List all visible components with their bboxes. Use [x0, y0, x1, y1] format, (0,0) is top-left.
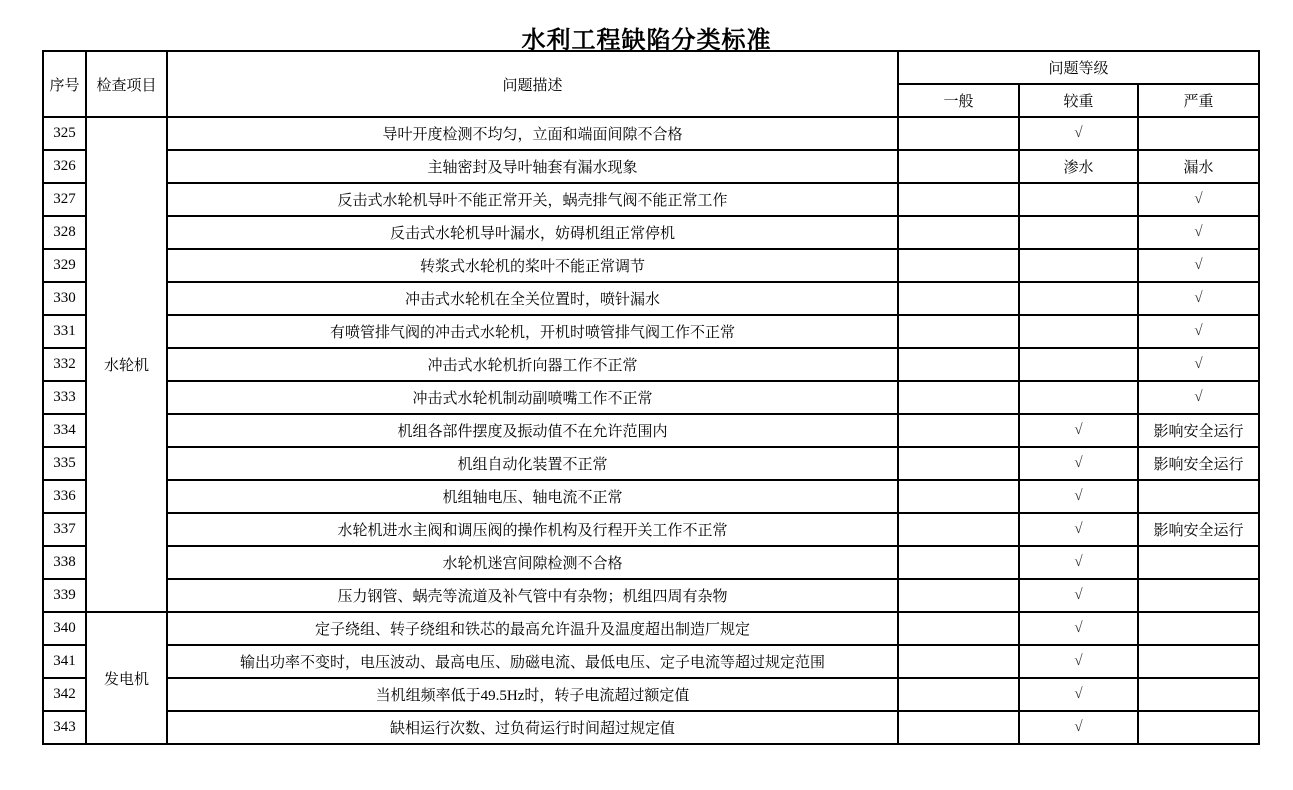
row-number: 334: [43, 414, 86, 447]
row-number: 326: [43, 150, 86, 183]
header-col-item: 检查项目: [86, 51, 167, 117]
row-number: 331: [43, 315, 86, 348]
grade-general-cell: [898, 645, 1019, 678]
grade-general-cell: [898, 546, 1019, 579]
table-row: [43, 282, 1259, 315]
grade-severe-cell: √: [1138, 348, 1259, 381]
grade-moderate-cell: √: [1019, 117, 1138, 150]
table-row: [43, 678, 1259, 711]
grade-severe-cell: [1138, 546, 1259, 579]
row-number: 329: [43, 249, 86, 282]
grade-severe-cell: [1138, 645, 1259, 678]
table-body: [43, 117, 1259, 744]
row-number: 337: [43, 513, 86, 546]
table-row: [43, 216, 1259, 249]
grade-moderate-cell: √: [1019, 612, 1138, 645]
grade-general-cell: [898, 381, 1019, 414]
grade-severe-cell: [1138, 711, 1259, 744]
grade-general-cell: [898, 447, 1019, 480]
header-grade-general: 一般: [898, 84, 1019, 117]
row-number: 340: [43, 612, 86, 645]
grade-general-cell: [898, 249, 1019, 282]
grade-moderate-cell: √: [1019, 480, 1138, 513]
table-row: [43, 183, 1259, 216]
problem-description: 当机组频率低于49.5Hz时，转子电流超过额定值: [167, 678, 898, 711]
table-header: [43, 51, 1259, 117]
problem-description: 机组各部件摆度及振动值不在允许范围内: [167, 414, 898, 447]
grade-moderate-cell: [1019, 249, 1138, 282]
row-number: 325: [43, 117, 86, 150]
table-row: [43, 414, 1259, 447]
grade-moderate-cell: √: [1019, 513, 1138, 546]
grade-moderate-cell: √: [1019, 447, 1138, 480]
grade-moderate-cell: √: [1019, 414, 1138, 447]
grade-general-cell: [898, 480, 1019, 513]
grade-severe-cell: 影响安全运行: [1138, 414, 1259, 447]
grade-moderate-cell: [1019, 381, 1138, 414]
problem-description: 有喷管排气阀的冲击式水轮机，开机时喷管排气阀工作不正常: [167, 315, 898, 348]
grade-general-cell: [898, 513, 1019, 546]
grade-general-cell: [898, 216, 1019, 249]
table-row: [43, 249, 1259, 282]
table-row: [43, 480, 1259, 513]
row-number: 328: [43, 216, 86, 249]
inspection-item-group: 发电机: [86, 612, 167, 744]
grade-moderate-cell: √: [1019, 711, 1138, 744]
row-number: 338: [43, 546, 86, 579]
row-number: 342: [43, 678, 86, 711]
row-number: 343: [43, 711, 86, 744]
header-col-desc: 问题描述: [167, 51, 898, 117]
grade-moderate-cell: √: [1019, 645, 1138, 678]
problem-description: 主轴密封及导叶轴套有漏水现象: [167, 150, 898, 183]
table-row: [43, 381, 1259, 414]
grade-general-cell: [898, 612, 1019, 645]
row-number: 332: [43, 348, 86, 381]
header-grade-moderate: 较重: [1019, 84, 1138, 117]
problem-description: 冲击式水轮机在全关位置时，喷针漏水: [167, 282, 898, 315]
row-number: 327: [43, 183, 86, 216]
header-grade-severe: 严重: [1138, 84, 1259, 117]
grade-severe-cell: [1138, 579, 1259, 612]
problem-description: 缺相运行次数、过负荷运行时间超过规定值: [167, 711, 898, 744]
grade-severe-cell: [1138, 678, 1259, 711]
row-number: 341: [43, 645, 86, 678]
table-row: [43, 612, 1259, 645]
grade-severe-cell: √: [1138, 216, 1259, 249]
header-col-no: 序号: [43, 51, 86, 117]
inspection-item-group: 水轮机: [86, 117, 167, 612]
problem-description: 冲击式水轮机制动副喷嘴工作不正常: [167, 381, 898, 414]
grade-moderate-cell: √: [1019, 579, 1138, 612]
table-row: [43, 117, 1259, 150]
problem-description: 定子绕组、转子绕组和铁芯的最高允许温升及温度超出制造厂规定: [167, 612, 898, 645]
grade-severe-cell: [1138, 480, 1259, 513]
grade-severe-cell: 影响安全运行: [1138, 447, 1259, 480]
row-number: 339: [43, 579, 86, 612]
grade-general-cell: [898, 315, 1019, 348]
problem-description: 水轮机迷宫间隙检测不合格: [167, 546, 898, 579]
grade-general-cell: [898, 579, 1019, 612]
grade-severe-cell: [1138, 117, 1259, 150]
grade-general-cell: [898, 678, 1019, 711]
grade-severe-cell: 漏水: [1138, 150, 1259, 183]
grade-general-cell: [898, 711, 1019, 744]
grade-severe-cell: √: [1138, 282, 1259, 315]
grade-general-cell: [898, 183, 1019, 216]
defect-classification-table: [42, 50, 1260, 745]
problem-description: 输出功率不变时，电压波动、最高电压、励磁电流、最低电压、定子电流等超过规定范围: [167, 645, 898, 678]
problem-description: 压力钢管、蜗壳等流道及补气管中有杂物；机组四周有杂物: [167, 579, 898, 612]
table-row: [43, 315, 1259, 348]
problem-description: 机组轴电压、轴电流不正常: [167, 480, 898, 513]
row-number: 336: [43, 480, 86, 513]
grade-severe-cell: 影响安全运行: [1138, 513, 1259, 546]
grade-moderate-cell: 渗水: [1019, 150, 1138, 183]
grade-moderate-cell: [1019, 315, 1138, 348]
grade-general-cell: [898, 282, 1019, 315]
grade-moderate-cell: [1019, 282, 1138, 315]
grade-severe-cell: √: [1138, 381, 1259, 414]
row-number: 330: [43, 282, 86, 315]
grade-moderate-cell: [1019, 348, 1138, 381]
grade-general-cell: [898, 150, 1019, 183]
problem-description: 反击式水轮机导叶不能正常开关，蜗壳排气阀不能正常工作: [167, 183, 898, 216]
table-row: [43, 348, 1259, 381]
problem-description: 机组自动化装置不正常: [167, 447, 898, 480]
grade-severe-cell: √: [1138, 183, 1259, 216]
grade-severe-cell: √: [1138, 315, 1259, 348]
table-row: [43, 150, 1259, 183]
table-row: [43, 513, 1259, 546]
row-number: 335: [43, 447, 86, 480]
header-col-grade-group: 问题等级: [898, 51, 1259, 84]
problem-description: 反击式水轮机导叶漏水，妨碍机组正常停机: [167, 216, 898, 249]
row-number: 333: [43, 381, 86, 414]
problem-description: 导叶开度检测不均匀，立面和端面间隙不合格: [167, 117, 898, 150]
grade-moderate-cell: [1019, 183, 1138, 216]
grade-moderate-cell: [1019, 216, 1138, 249]
grade-moderate-cell: √: [1019, 678, 1138, 711]
table-row: [43, 579, 1259, 612]
grade-severe-cell: √: [1138, 249, 1259, 282]
problem-description: 转浆式水轮机的桨叶不能正常调节: [167, 249, 898, 282]
table-row: [43, 711, 1259, 744]
table-row: [43, 645, 1259, 678]
problem-description: 冲击式水轮机折向器工作不正常: [167, 348, 898, 381]
grade-severe-cell: [1138, 612, 1259, 645]
page-title: 水利工程缺陷分类标准: [521, 27, 772, 54]
grade-moderate-cell: √: [1019, 546, 1138, 579]
grade-general-cell: [898, 117, 1019, 150]
grade-general-cell: [898, 414, 1019, 447]
table-row: [43, 447, 1259, 480]
problem-description: 水轮机进水主阀和调压阀的操作机构及行程开关工作不正常: [167, 513, 898, 546]
table-row: [43, 546, 1259, 579]
grade-general-cell: [898, 348, 1019, 381]
